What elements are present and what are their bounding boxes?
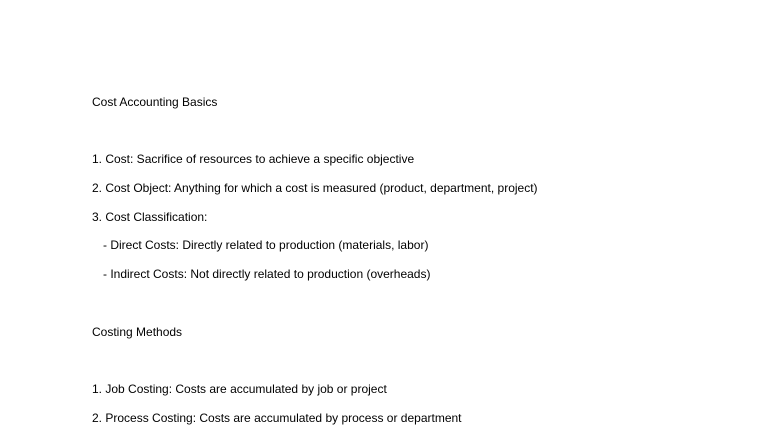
sub-item-indirect-costs: - Indirect Costs: Not directly related to production (overheads) bbox=[103, 267, 431, 281]
list-item-process-costing: 2. Process Costing: Costs are accumulated by process or department bbox=[92, 411, 462, 425]
section-heading-cost-accounting-basics: Cost Accounting Basics bbox=[92, 95, 218, 109]
section-heading-costing-methods: Costing Methods bbox=[92, 325, 183, 339]
list-item-cost: 1. Cost: Sacrifice of resources to achieve a specific objective bbox=[92, 152, 415, 166]
sub-item-direct-costs: - Direct Costs: Directly related to production (materials, labor) bbox=[103, 238, 429, 252]
list-item-cost-classification: 3. Cost Classification: bbox=[92, 210, 208, 224]
list-item-cost-object: 2. Cost Object: Anything for which a cost is measured (product, department, project) bbox=[92, 181, 538, 195]
list-item-job-costing: 1. Job Costing: Costs are accumulated by job or project bbox=[92, 382, 387, 396]
